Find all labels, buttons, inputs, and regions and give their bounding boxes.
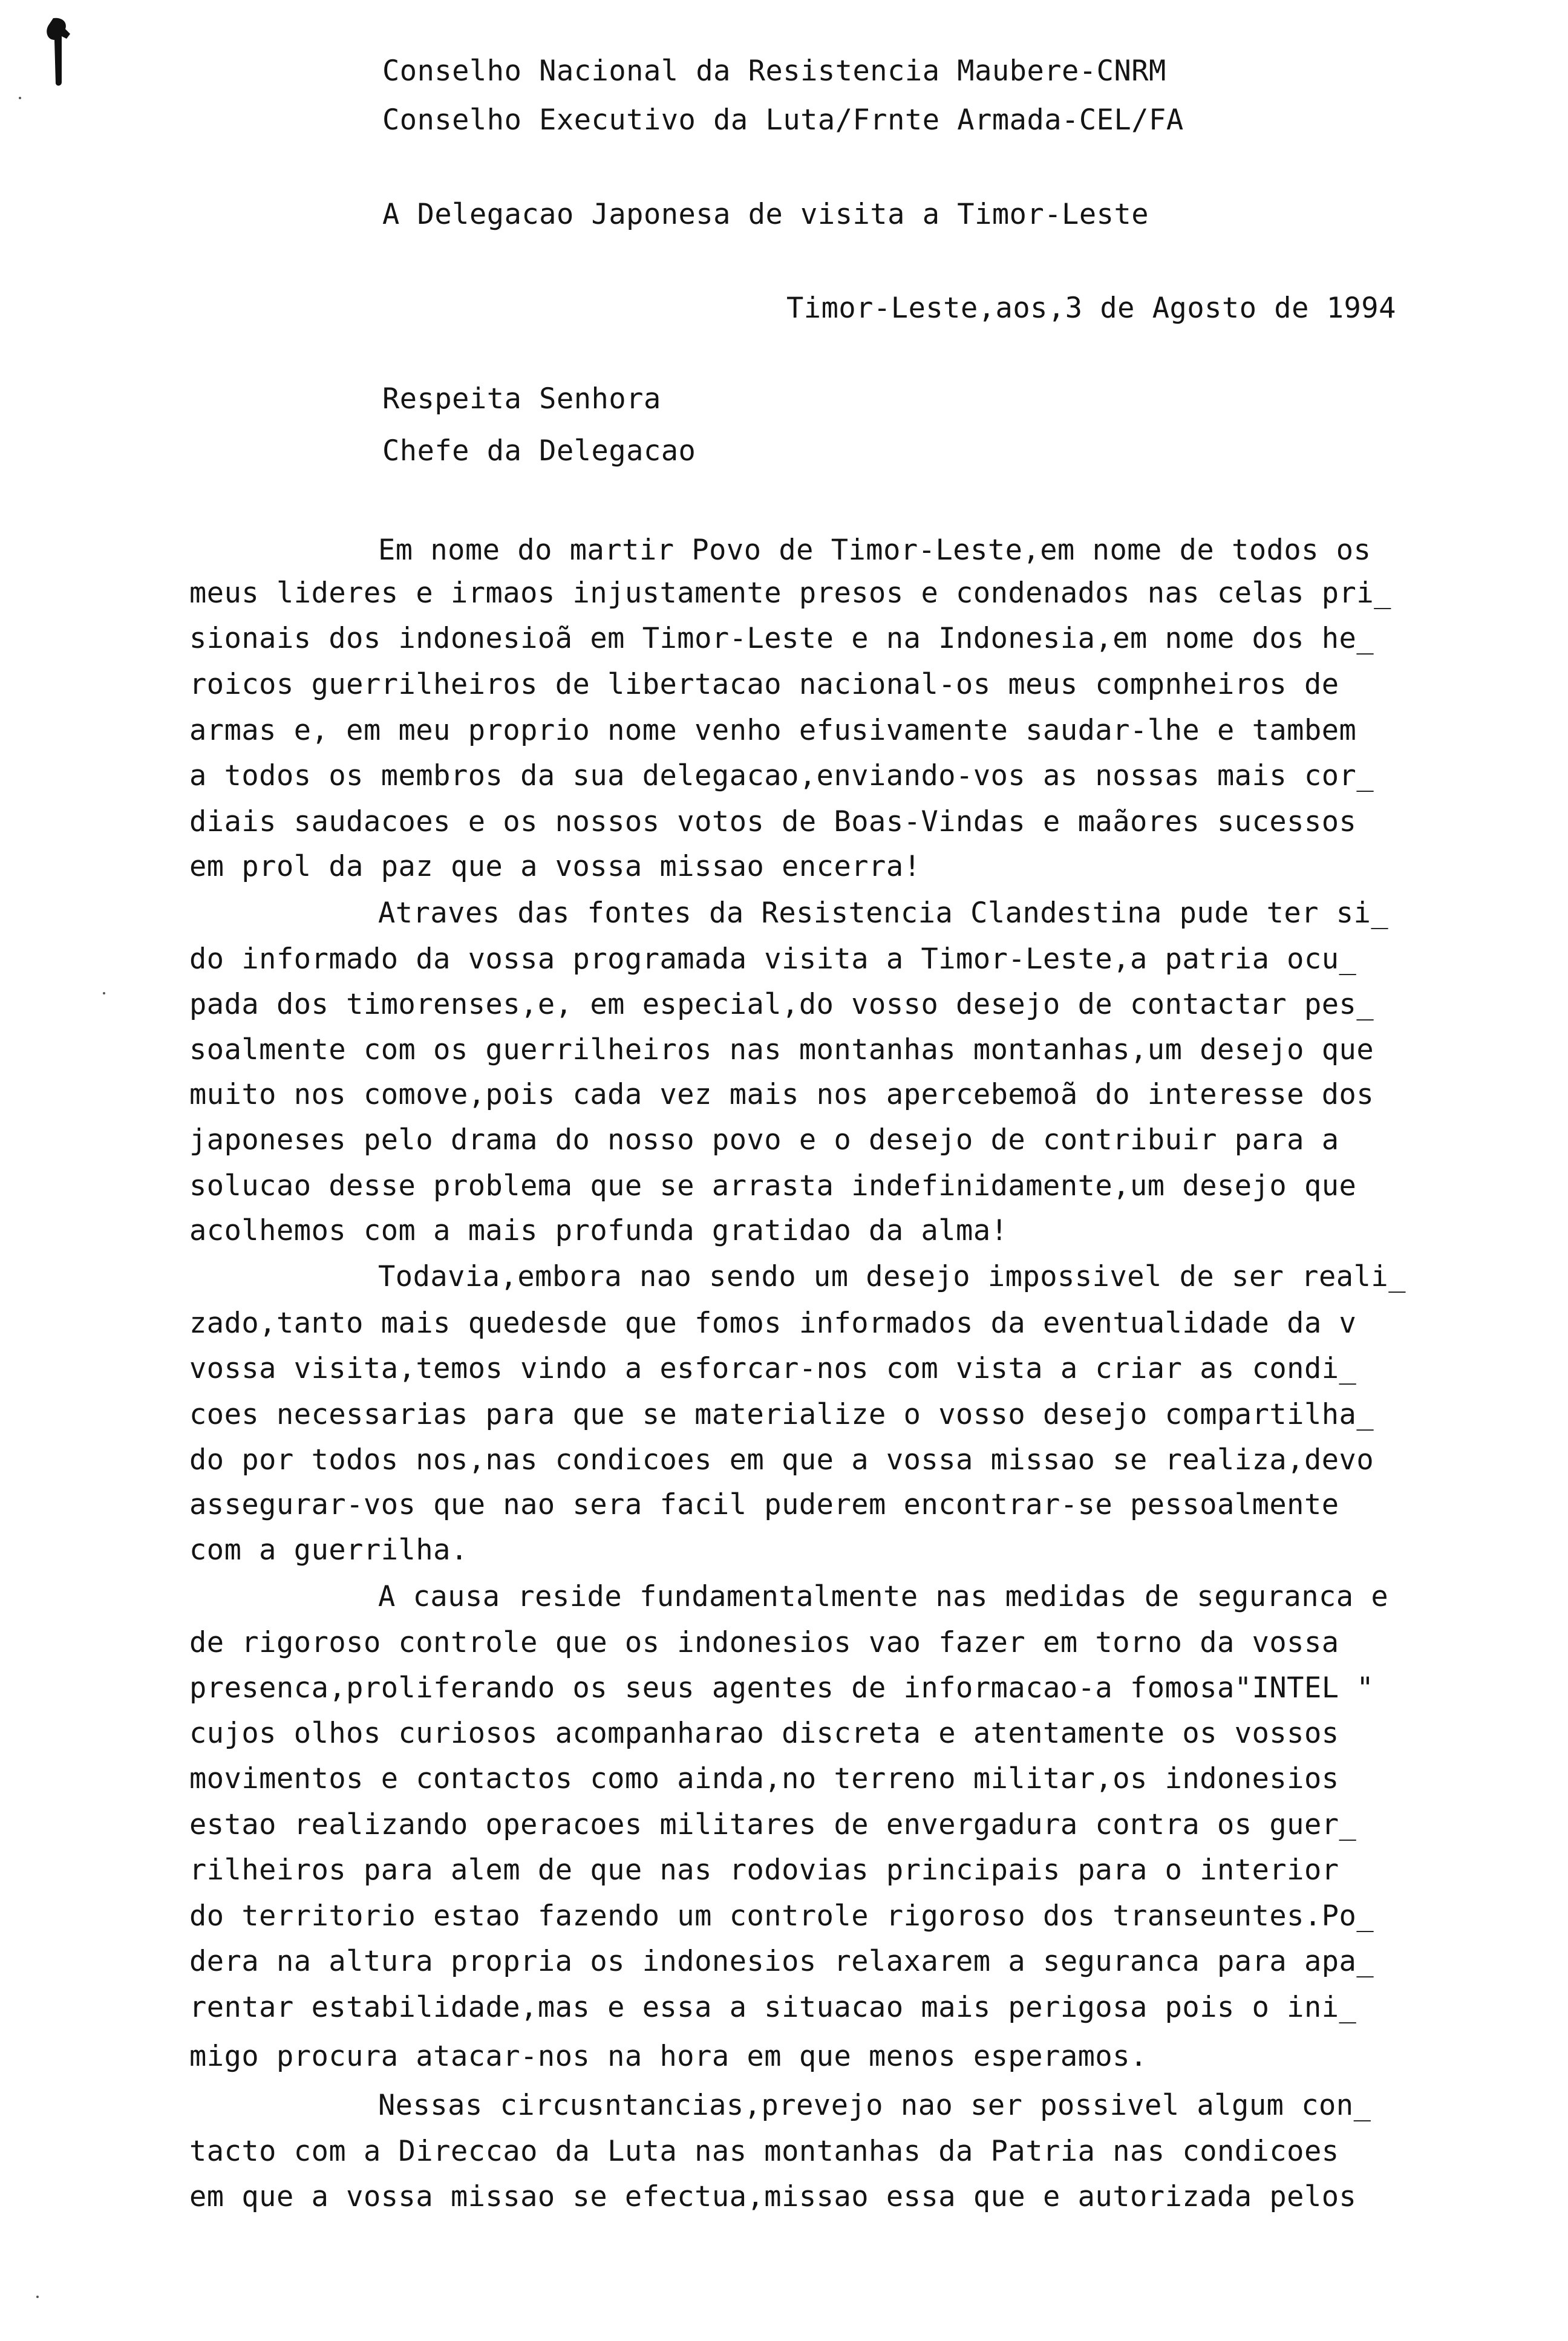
body-line: roicos guerrilheiros de libertacao nacional-os meus compnheiros de bbox=[189, 668, 1339, 701]
body-line: Nessas circusntancias,prevejo nao ser possivel algum con_ bbox=[378, 2089, 1371, 2122]
body-line: acolhemos com a mais profunda gratidao da alma! bbox=[189, 1214, 1008, 1247]
subject-line: A Delegacao Japonesa de visita a Timor-Leste bbox=[382, 198, 1149, 231]
body-line: Todavia,embora nao sendo um desejo impossivel de ser reali_ bbox=[378, 1260, 1406, 1293]
body-line: presenca,proliferando os seus agentes de informacao-a fomosa"INTEL " bbox=[189, 1671, 1374, 1705]
body-line: pada dos timorenses,e, em especial,do vosso desejo de contactar pes_ bbox=[189, 988, 1374, 1021]
body-line: migo procura atacar-nos na hora em que menos esperamos. bbox=[189, 2040, 1148, 2073]
speck bbox=[36, 2296, 39, 2298]
salutation-line-2: Chefe da Delegacao bbox=[382, 434, 696, 468]
body-line: do territorio estao fazendo um controle rigoroso dos transeuntes.Po_ bbox=[189, 1899, 1374, 1933]
salutation-line-1: Respeita Senhora bbox=[382, 382, 661, 416]
body-line: diais saudacoes e os nossos votos de Boas-Vindas e maãores sucessos bbox=[189, 805, 1357, 838]
body-line: sionais dos indonesioã em Timor-Leste e na Indonesia,em nome dos he_ bbox=[189, 622, 1374, 655]
body-line: tacto com a Direccao da Luta nas montanhas da Patria nas condicoes bbox=[189, 2135, 1339, 2168]
body-line: do por todos nos,nas condicoes em que a vossa missao se realiza,devo bbox=[189, 1443, 1374, 1477]
body-line: A causa reside fundamentalmente nas medidas de seguranca e bbox=[378, 1580, 1389, 1613]
body-line: em que a vossa missao se efectua,missao essa que e autorizada pelos bbox=[189, 2180, 1357, 2213]
body-line: rilheiros para alem de que nas rodovias principais para o interior bbox=[189, 1853, 1339, 1887]
body-line: zado,tanto mais quedesde que fomos informados da eventualidade da v bbox=[189, 1307, 1357, 1340]
header-line-1: Conselho Nacional da Resistencia Maubere-CNRM bbox=[382, 54, 1166, 88]
body-line: japoneses pelo drama do nosso povo e o desejo de contribuir para a bbox=[189, 1123, 1339, 1157]
body-line: assegurar-vos que nao sera facil puderem encontrar-se pessoalmente bbox=[189, 1488, 1339, 1521]
speck bbox=[19, 97, 21, 99]
body-line: com a guerrilha. bbox=[189, 1533, 468, 1567]
body-line: muito nos comove,pois cada vez mais nos apercebemoã do interesse dos bbox=[189, 1078, 1374, 1111]
body-line: do informado da vossa programada visita a Timor-Leste,a patria ocu_ bbox=[189, 942, 1357, 976]
speck bbox=[103, 992, 105, 994]
body-line: dera na altura propria os indonesios relaxarem a seguranca para apa_ bbox=[189, 1945, 1374, 1978]
body-line: estao realizando operacoes militares de envergadura contra os guer_ bbox=[189, 1808, 1357, 1841]
body-line: movimentos e contactos como ainda,no terreno militar,os indonesios bbox=[189, 1762, 1339, 1795]
body-line: solucao desse problema que se arrasta indefinidamente,um desejo que bbox=[189, 1169, 1357, 1203]
body-line: a todos os membros da sua delegacao,enviando-vos as nossas mais cor_ bbox=[189, 759, 1374, 792]
body-line: soalmente com os guerrilheiros nas montanhas montanhas,um desejo que bbox=[189, 1033, 1374, 1066]
body-line: Em nome do martir Povo de Timor-Leste,em nome de todos os bbox=[378, 534, 1371, 567]
body-line: Atraves das fontes da Resistencia Clandestina pude ter si_ bbox=[378, 896, 1389, 930]
body-line: de rigoroso controle que os indonesios vao fazer em torno da vossa bbox=[189, 1626, 1339, 1659]
body-line: em prol da paz que a vossa missao encerra! bbox=[189, 850, 921, 883]
body-line: cujos olhos curiosos acompanharao discreta e atentamente os vossos bbox=[189, 1717, 1339, 1750]
body-line: coes necessarias para que se materialize o vosso desejo compartilha_ bbox=[189, 1398, 1374, 1431]
body-line: meus lideres e irmaos injustamente presos e condenados nas celas pri_ bbox=[189, 576, 1391, 610]
body-line: rentar estabilidade,mas e essa a situacao mais perigosa pois o ini_ bbox=[189, 1991, 1357, 2024]
place-date: Timor-Leste,aos,3 de Agosto de 1994 bbox=[786, 292, 1396, 325]
punch-hole-mark bbox=[41, 16, 75, 88]
body-line: vossa visita,temos vindo a esforcar-nos com vista a criar as condi_ bbox=[189, 1352, 1357, 1385]
body-line: armas e, em meu proprio nome venho efusivamente saudar-lhe e tambem bbox=[189, 714, 1357, 747]
header-line-2: Conselho Executivo da Luta/Frnte Armada-CEL/FA bbox=[382, 103, 1184, 137]
